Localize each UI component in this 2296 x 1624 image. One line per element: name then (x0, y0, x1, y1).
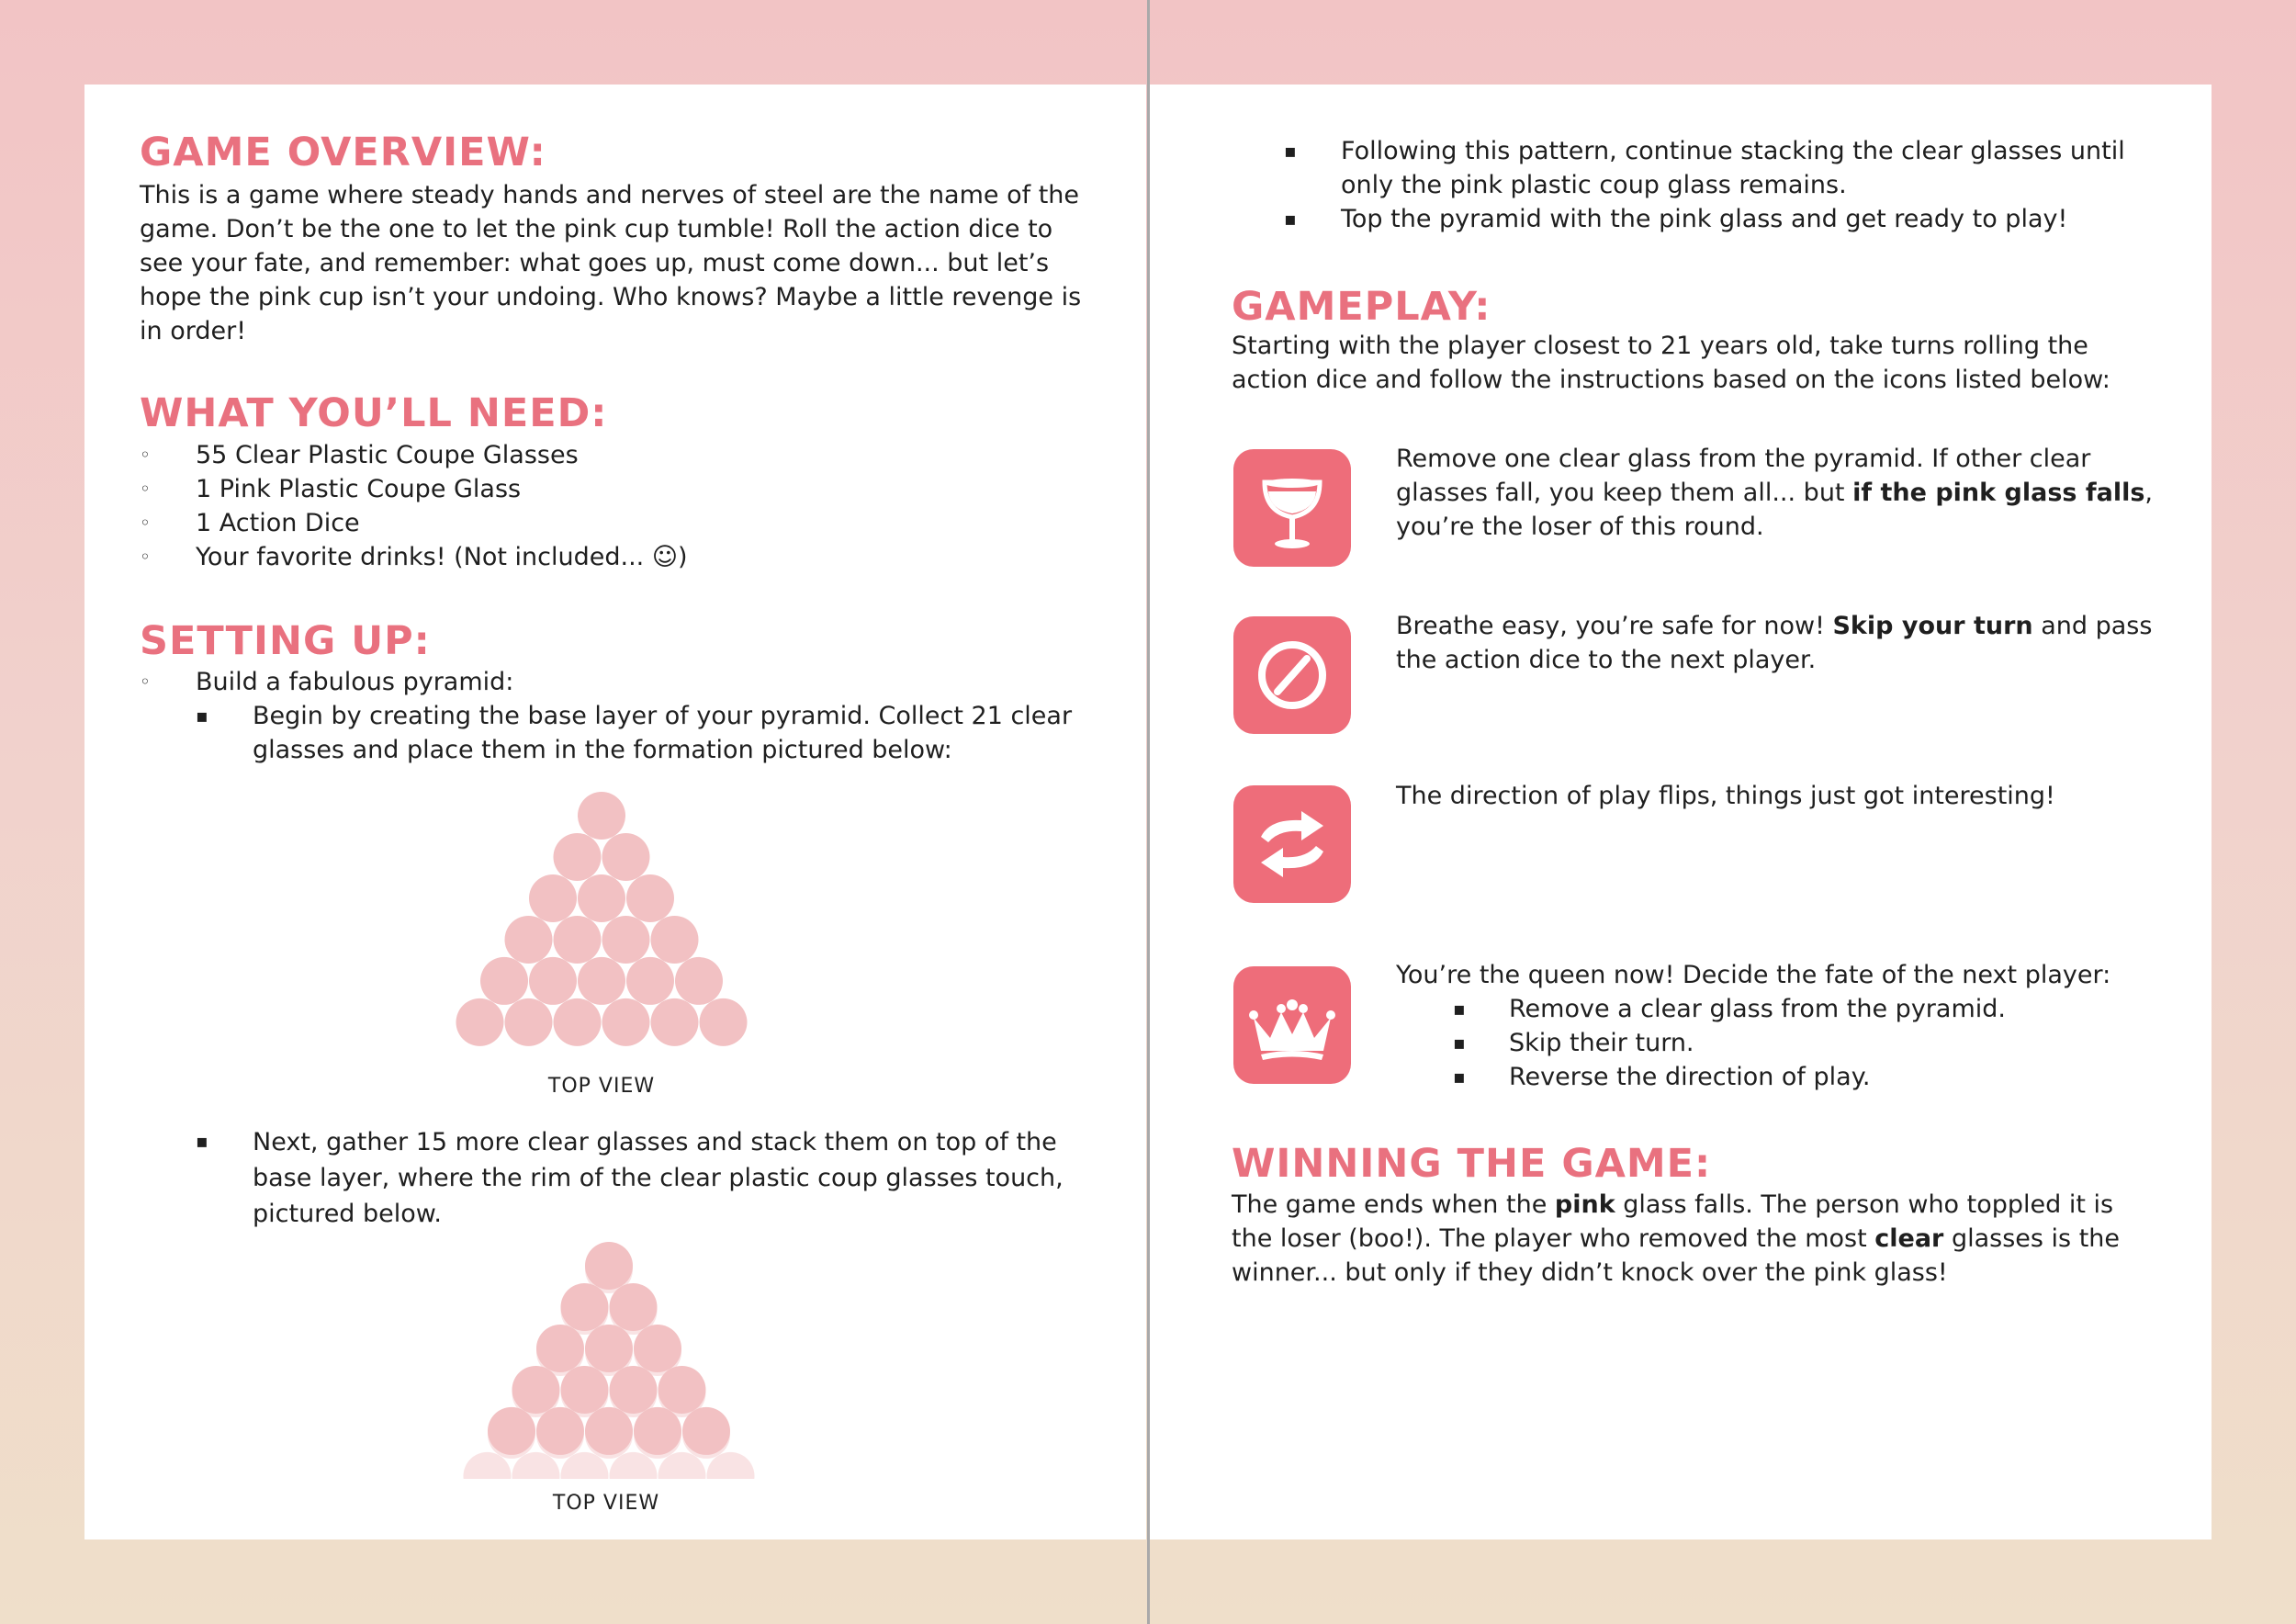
list-item-text: Skip their turn. (1509, 1029, 1694, 1057)
no-entry-icon (1233, 616, 1351, 734)
list-item (140, 506, 1058, 540)
glass-circle (626, 874, 674, 922)
glass-circle (561, 1366, 609, 1414)
setup-substep-text: Begin by creating the base layer of your pyramid. Collect 21 clear glasses and place them in the formation pictured below: (253, 702, 1073, 764)
rule-remove-glass (1396, 442, 2158, 544)
glass-circle (675, 957, 723, 1005)
setup-heading: SETTING UP: (140, 618, 431, 664)
glass-circle (682, 1407, 730, 1455)
gameplay-heading: GAMEPLAY: (1232, 284, 1491, 330)
winning-text (1232, 1188, 2159, 1290)
glass-circle (529, 957, 577, 1005)
list-item-text: 55 Clear Plastic Coupe Glasses (196, 441, 579, 469)
setup-substep-text: Top the pyramid with the pink glass and get ready to play! (1341, 205, 2068, 233)
setup-step-text: Build a fabulous pyramid: (196, 668, 514, 696)
glass-circle (488, 1407, 535, 1455)
list-item (140, 472, 1058, 506)
setup-substep-1 (196, 699, 1097, 767)
glass-circle (651, 916, 699, 964)
rule-text: You’re the queen now! Decide the fate of the next player: (1396, 961, 2111, 989)
list-item-text: Remove a clear glass from the pyramid. (1509, 995, 2006, 1023)
glass-circle (658, 1366, 706, 1414)
glass-circle (505, 998, 553, 1046)
glass-circle (585, 1242, 633, 1290)
glass-circle (456, 998, 504, 1046)
glass-circle (634, 1407, 681, 1455)
glass-circle (578, 957, 625, 1005)
rule-queen (1396, 958, 2158, 992)
rule-skip-turn (1396, 609, 2158, 677)
winning-emphasis: clear (1874, 1224, 1944, 1253)
glass-circle (578, 792, 625, 840)
glass-circle (554, 998, 602, 1046)
glass-circle (585, 1325, 633, 1372)
square-bullet: ▪ (196, 705, 208, 727)
glass-circle (505, 916, 553, 964)
overview-text: This is a game where steady hands and nerves of steel are the name of the game. Don’t be the one to let the pink cup tumble! Roll the action dice to see your fate, and remember: what goes up, must come down... but let’s hope the pink cup isn’t your undoing. Who knows? Maybe a little revenge is in order! (140, 181, 1082, 345)
rule-text: , you’re the loser of this round. (1396, 479, 2153, 541)
crown-icon (1233, 966, 1351, 1084)
glass-circle (529, 874, 577, 922)
glass-circle (700, 998, 748, 1046)
glass-circle (602, 998, 650, 1046)
circle-bullet: ◦ (140, 444, 151, 466)
glass-circle (561, 1283, 609, 1331)
list-item (1453, 1060, 2151, 1094)
rule-emphasis: Skip your turn (1832, 612, 2033, 640)
setup-step (140, 665, 513, 699)
rule-text: Breathe easy, you’re safe for now! (1396, 612, 1833, 640)
glass-circle (554, 833, 602, 881)
setup-substep-text: Following this pattern, continue stacking the clear glasses until only the pink plastic coup glass remains. (1341, 137, 2125, 199)
list-item-text: 1 Action Dice (196, 509, 360, 537)
rule-emphasis: if the pink glass falls (1852, 479, 2145, 507)
winning-emphasis: pink (1554, 1190, 1615, 1219)
overview-heading: GAME OVERVIEW: (140, 130, 546, 175)
glass-circle (480, 957, 528, 1005)
setup-substep-text: Next, gather 15 more clear glasses and stack them on top of the base layer, where the rim of the clear plastic coup glasses touch, pictured below. (253, 1128, 1064, 1228)
circle-bullet: ◦ (140, 671, 151, 693)
square-bullet: ▪ (1453, 1032, 1466, 1054)
glass-circle (602, 916, 650, 964)
setup-substep-3 (1284, 134, 2167, 202)
winning-text-part: glasses is the winner... but only if they didn’t knock over the pink glass! (1232, 1224, 2120, 1287)
square-bullet: ▪ (1284, 208, 1297, 230)
glass-circle (585, 1407, 633, 1455)
glass-circle (536, 1325, 584, 1372)
list-item (140, 438, 1058, 472)
circle-bullet: ◦ (140, 478, 151, 500)
glass-circle (578, 874, 625, 922)
queen-options-list (1453, 992, 2151, 1094)
rule-text: and pass the action dice to the next player. (1396, 612, 2153, 674)
stacked-layer-pyramid-diagram (459, 1212, 762, 1479)
list-item (140, 540, 1058, 574)
setup-substep-4 (1284, 202, 2167, 236)
winning-text-part: glass falls. The person who toppled it is the loser (boo!). The player who removed the most (1232, 1190, 2114, 1253)
list-item-text: Your favorite drinks! (Not included... ☺) (196, 543, 688, 571)
square-bullet: ▪ (1453, 1066, 1466, 1088)
list-item-text: 1 Pink Plastic Coupe Glass (196, 475, 522, 503)
square-bullet: ▪ (1453, 998, 1466, 1020)
rule-text: Remove one clear glass from the pyramid. If other clear glasses fall, you keep them all... but (1396, 445, 2091, 507)
base-layer-pyramid-diagram (450, 790, 762, 1066)
need-heading: WHAT YOU’LL NEED: (140, 390, 608, 436)
reverse-arrows-icon (1233, 785, 1351, 903)
glass-circle (536, 1407, 584, 1455)
list-item (1453, 1026, 2151, 1060)
glass-circle (626, 957, 674, 1005)
circle-bullet: ◦ (140, 546, 151, 568)
list-item-text: Reverse the direction of play. (1509, 1063, 1871, 1091)
rule-text: The direction of play flips, things just got interesting! (1396, 782, 2055, 810)
glass-circle (610, 1366, 658, 1414)
list-item (1453, 992, 2151, 1026)
square-bullet: ▪ (1284, 140, 1297, 162)
pyramid-label: TOP VIEW (552, 1492, 660, 1515)
glass-circle (651, 998, 699, 1046)
square-bullet: ▪ (196, 1130, 208, 1152)
glass-circle (634, 1325, 681, 1372)
need-list (140, 438, 1058, 574)
rule-reverse (1396, 779, 2158, 813)
glass-circle (512, 1366, 560, 1414)
glass-circle (602, 833, 650, 881)
pyramid-label: TOP VIEW (547, 1075, 656, 1098)
gameplay-intro: Starting with the player closest to 21 years old, take turns rolling the action dice and follow the instructions based on the icons listed below: (1232, 332, 2110, 394)
glass-circle (554, 916, 602, 964)
coupe-glass-icon (1233, 449, 1351, 567)
winning-heading: WINNING THE GAME: (1232, 1141, 1712, 1187)
circle-bullet: ◦ (140, 512, 151, 534)
winning-text-part: The game ends when the (1232, 1190, 1555, 1219)
glass-circle (610, 1283, 658, 1331)
